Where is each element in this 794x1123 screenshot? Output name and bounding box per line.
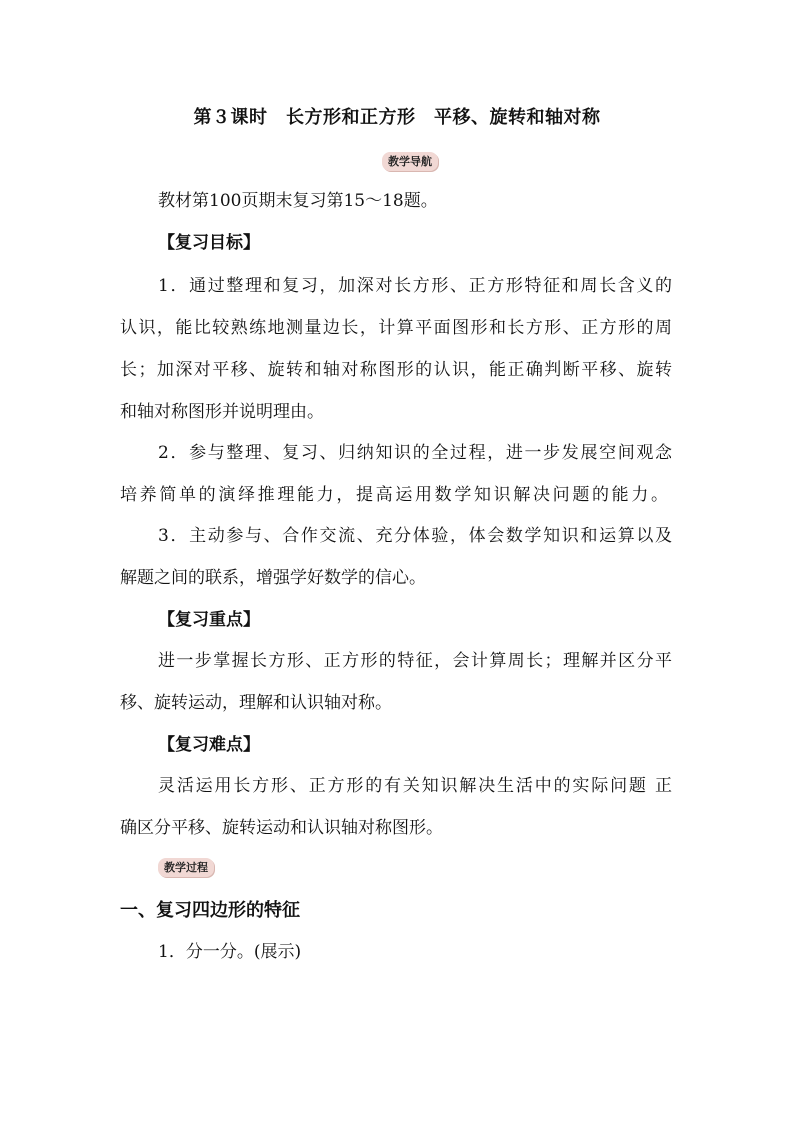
- goal-1-line-1: 1．通过整理和复习，加深对长方形、正方形特征和周长含义的: [158, 276, 672, 296]
- goal-2-line-1: 2．参与整理、复习、归纳知识的全过程，进一步发展空间观念: [158, 443, 672, 463]
- goal-2-line-2: 培养简单的演绎推理能力，提高运用数学知识解决问题的能力。: [120, 485, 668, 505]
- goal-3-line-2: 解题之间的联系，增强学好数学的信心。: [120, 568, 426, 588]
- teaching-process-badge: 教学过程: [158, 858, 214, 877]
- section-1-heading: 一、复习四边形的特征: [120, 900, 300, 921]
- intro-text: 教材第100页期末复习第15～18题。: [158, 191, 438, 211]
- section-1-item-1: 1．分一分。(展示): [158, 942, 302, 962]
- key-points-line-2: 移、旋转运动，理解和认识轴对称。: [120, 693, 392, 713]
- difficulties-line-2: 确区分平移、旋转运动和认识轴对称图形。: [120, 818, 443, 838]
- lesson-title: 第３课时 长方形和正方形 平移、旋转和轴对称: [193, 107, 601, 128]
- key-points-heading: 【复习重点】: [158, 610, 260, 630]
- goals-heading: 【复习目标】: [158, 233, 260, 253]
- goal-1-line-2: 认识，能比较熟练地测量边长，计算平面图形和长方形、正方形的周: [120, 318, 672, 338]
- key-points-line-1: 进一步掌握长方形、正方形的特征，会计算周长；理解并区分平: [158, 651, 672, 671]
- difficulties-line-1: 灵活运用长方形、正方形的有关知识解决生活中的实际问题 正: [158, 776, 672, 796]
- goal-3-line-1: 3．主动参与、合作交流、充分体验，体会数学知识和运算以及: [158, 526, 672, 546]
- goal-1-line-4: 和轴对称图形并说明理由。: [120, 402, 324, 422]
- teaching-navigation-badge: 教学导航: [382, 152, 438, 171]
- difficulties-heading: 【复习难点】: [158, 735, 260, 755]
- goal-1-line-3: 长；加深对平移、旋转和轴对称图形的认识，能正确判断平移、旋转: [120, 360, 672, 380]
